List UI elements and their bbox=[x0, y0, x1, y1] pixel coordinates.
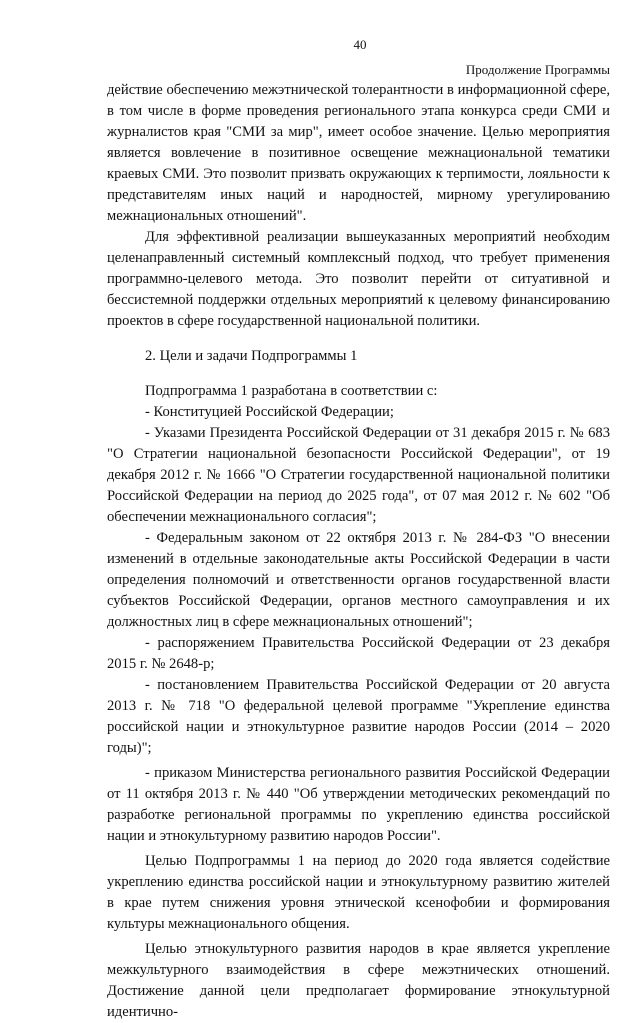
section-heading: 2. Цели и задачи Подпрограммы 1 bbox=[145, 348, 358, 364]
list-item-ministry-order: - приказом Министерства регионального развития Российской Федерации от 11 октября 2013 г. № 440 "Об утверждении методических рекомендаций по разработке региональной программы по укреплению единства российской нации и этнокультурному развитию народов России". bbox=[107, 765, 610, 844]
page-number: 40 bbox=[353, 37, 367, 52]
paragraph-subprogram-goal: Целью Подпрограммы 1 на период до 2020 года является содействие укреплению единства российской нации и этнокультурному развитию жителей в крае путем снижения уровня этнической ксенофобии и формирования культуры межнационального общения. bbox=[107, 853, 610, 932]
paragraph-approach: Для эффективной реализации вышеуказанных мероприятий необходим целенаправленный системный комплексный подход, что требует применения программно-целевого метода. Это позволит перейти от ситуативной и бессистемной поддержки отдельных мероприятий к целевому финансированию проектов в сфере государственной национальной политики. bbox=[107, 229, 610, 329]
list-item-presidential-decrees: - Указами Президента Российской Федерации от 31 декабря 2015 г. № 683 "О Стратегии национальной безопасности Российской Федерации", от 19 декабря 2012 г. № 1666 "О Стратегии государственной национальной политики Российской Федерации на период до 2025 года", от 07 мая 2012 г. № 602 "Об обеспечении межнационального согласия"; bbox=[107, 425, 610, 525]
paragraph-continuation: действие обеспечению межэтнической толерантности в информационной сфере, в том числе в форме проведения регионального этапа конкурса среди СМИ и журналистов края "СМИ за мир", имеет особое значение. Целью мероприятия является вовлечение в позитивное освещение межнациональной тематики краевых СМИ. Это позволит призвать окружающих к терпимости, лояльности к представителям иных наций и народностей, мирному урегулированию межнациональных отношений". bbox=[107, 82, 610, 224]
continuation-label: Продолжение Программы bbox=[465, 62, 610, 77]
paragraph-ethnocultural-goal: Целью этнокультурного развития народов в крае является укрепление межкультурного взаимодействия в сфере межэтнических отношений. Достижение данной цели предполагает формирование этнокультурной идентично- bbox=[107, 941, 610, 1020]
list-item-government-resolution: - постановлением Правительства Российской Федерации от 20 августа 2013 г. № 718 "О федеральной целевой программе "Укрепление единства российской нации и этнокультурное развитие народов России (2014 – 2020 годы)"; bbox=[107, 677, 610, 756]
document-body bbox=[107, 80, 610, 1023]
paragraph-basis-intro: Подпрограмма 1 разработана в соответствии с: bbox=[145, 383, 438, 399]
list-item-government-order: - распоряжением Правительства Российской Федерации от 23 декабря 2015 г. № 2648-р; bbox=[107, 635, 610, 672]
list-item-constitution: - Конституцией Российской Федерации; bbox=[145, 404, 394, 420]
list-item-federal-law: - Федеральным законом от 22 октября 2013 г. № 284-ФЗ "О внесении изменений в отдельные законодательные акты Российской Федерации в части определения полномочий и ответственности органов государственной власти субъектов Российской Федерации, органов местного самоуправления и их должностных лиц в сфере межнациональных отношений"; bbox=[107, 530, 610, 630]
